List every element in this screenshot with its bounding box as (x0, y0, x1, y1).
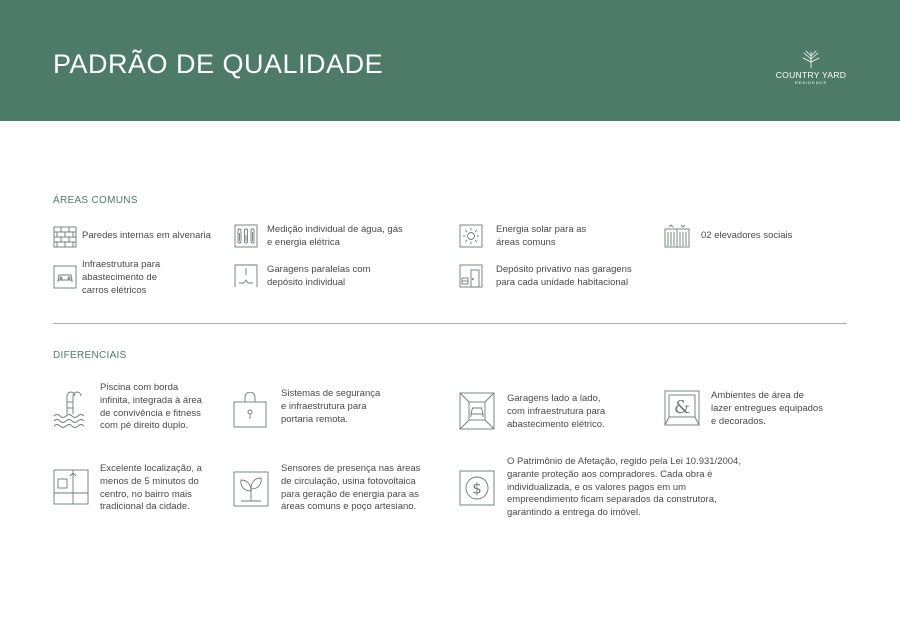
item-text: Depósito privativo nas garagens para cada unidade habitacional (496, 264, 632, 288)
section-divider (53, 323, 847, 324)
section-title-diferenciais: DIFERENCIAIS (53, 350, 127, 361)
sprout-leaf-icon (233, 471, 269, 507)
item-text: Excelente localização, a menos de 5 minutos do centro, no bairro mais tradicional da cidade. (100, 463, 202, 513)
item-text: O Patrimônio de Afetação, regido pela Lei 10.931/2004, garante proteção aos compradores. Cada obra é individualizada, e os valores pagos em um empreendimento ficam separados da construtora, garantindo a entrega do imóvel. (507, 456, 741, 519)
svg-text:&: & (673, 397, 691, 418)
security-lock-icon (233, 392, 267, 428)
item-text: 02 elevadores sociais (701, 230, 793, 241)
item-text: Sensores de presença nas áreas de circulação, usina fotovoltaica para geração de energia para as áreas comuns e poço artesiano. (281, 463, 421, 513)
dollar-coin-icon (459, 470, 495, 506)
item-text: Ambientes de área de lazer entregues equipados e decorados. (711, 390, 823, 427)
section-title-areas-comuns: ÁREAS COMUNS (53, 195, 138, 206)
item-text: Sistemas de segurança e infraestrutura para portaria remota. (281, 388, 381, 425)
item-text: Paredes internas em alvenaria (82, 230, 211, 241)
brick-wall-icon (53, 226, 77, 248)
garage-car-icon (459, 392, 495, 430)
item-text: Infraestrutura para abastecimento de carros elétricos (82, 259, 161, 296)
item-text: Piscina com borda infinita, integrada à área de convivência e fitness com pé direito duplo. (100, 382, 202, 432)
brand-logo (770, 50, 852, 92)
electric-car-icon (53, 265, 77, 289)
pool-icon (53, 388, 89, 428)
solar-energy-icon (459, 224, 483, 248)
item-text: Energia solar para as áreas comuns (496, 224, 587, 248)
location-map-icon (53, 469, 89, 505)
ampersand-box-icon (664, 390, 700, 426)
logo-name: COUNTRY YARD (775, 70, 847, 80)
logo-subtitle: RESIDENCE (794, 80, 828, 85)
svg-text:$: $ (472, 479, 482, 498)
tree-logo-icon (800, 50, 822, 68)
item-text: Medição individual de água, gás e energia elétrica (267, 224, 403, 248)
elevator-icon (664, 224, 690, 248)
header-banner (0, 0, 900, 121)
water-gas-meter-icon (234, 224, 258, 248)
parallel-garage-icon (234, 264, 258, 288)
item-text: Garagens lado a lado, com infraestrutura para abastecimento elétrico. (507, 393, 606, 430)
storage-room-icon (459, 264, 483, 288)
page-title: PADRÃO DE QUALIDADE (53, 49, 384, 79)
item-text: Garagens paralelas com depósito individual (267, 264, 371, 288)
